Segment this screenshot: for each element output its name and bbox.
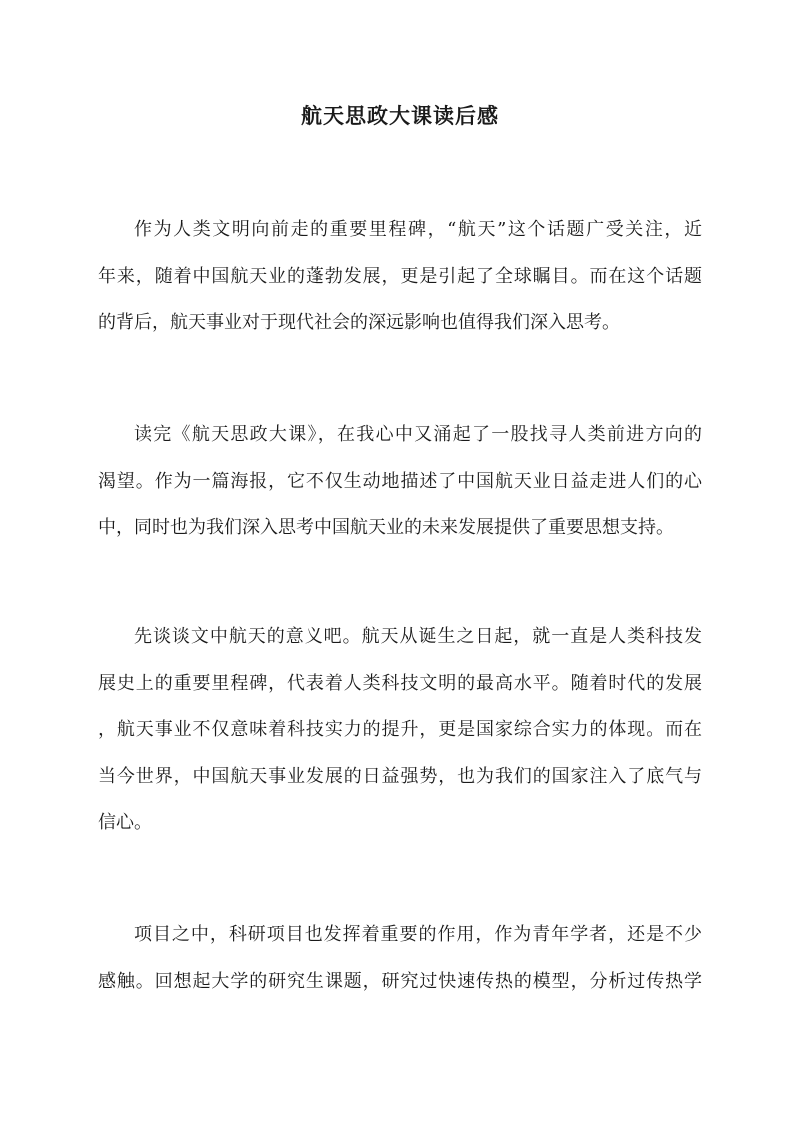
paragraph-line: 项目之中，科研项目也发挥着重要的作用，作为青年学者，还是不少: [134, 924, 702, 945]
paragraph-line: 作为人类文明向前走的重要里程碑，“航天”这个话题广受关注，近: [134, 219, 702, 240]
paragraph-line: 感触。回想起大学的研究生课题，研究过快速传热的模型，分析过传热学: [98, 970, 702, 992]
paragraph-line: 信心。: [98, 812, 152, 833]
paragraph-line: 先谈谈文中航天的意义吧。航天从诞生之日起，就一直是人类科技发: [134, 626, 702, 647]
paragraph-line: 中，同时也为我们深入思考中国航天业的未来发展提供了重要思想支持。: [98, 517, 674, 538]
paragraph-line: ，航天事业不仅意味着科技实力的提升，更是国家综合实力的体现。而在: [98, 719, 702, 740]
paragraph-line: 的背后，航天事业对于现代社会的深远影响也值得我们深入思考。: [98, 312, 620, 333]
paragraph-line: 年来，随着中国航天业的蓬勃发展，更是引起了全球瞩目。而在这个话题: [98, 265, 702, 287]
paragraph-line: 当今世界，中国航天事业发展的日益强势，也为我们的国家注入了底气与: [98, 765, 702, 787]
paragraph-2: [98, 412, 702, 552]
paragraph-3: [98, 614, 702, 847]
paragraph-line: 展史上的重要里程碑，代表着人类科技文明的最高水平。随着时代的发展: [98, 672, 702, 694]
document-title: 航天思政大课读后感: [301, 103, 499, 128]
paragraph-line: 渴望。作为一篇海报，它不仅生动地描述了中国航天业日益走进人们的心: [98, 470, 702, 492]
paragraph-line: 读完《航天思政大课》，在我心中又涌起了一股找寻人类前进方向的: [134, 424, 702, 445]
paragraph-1: [98, 207, 702, 347]
paragraph-4: [98, 912, 702, 1005]
